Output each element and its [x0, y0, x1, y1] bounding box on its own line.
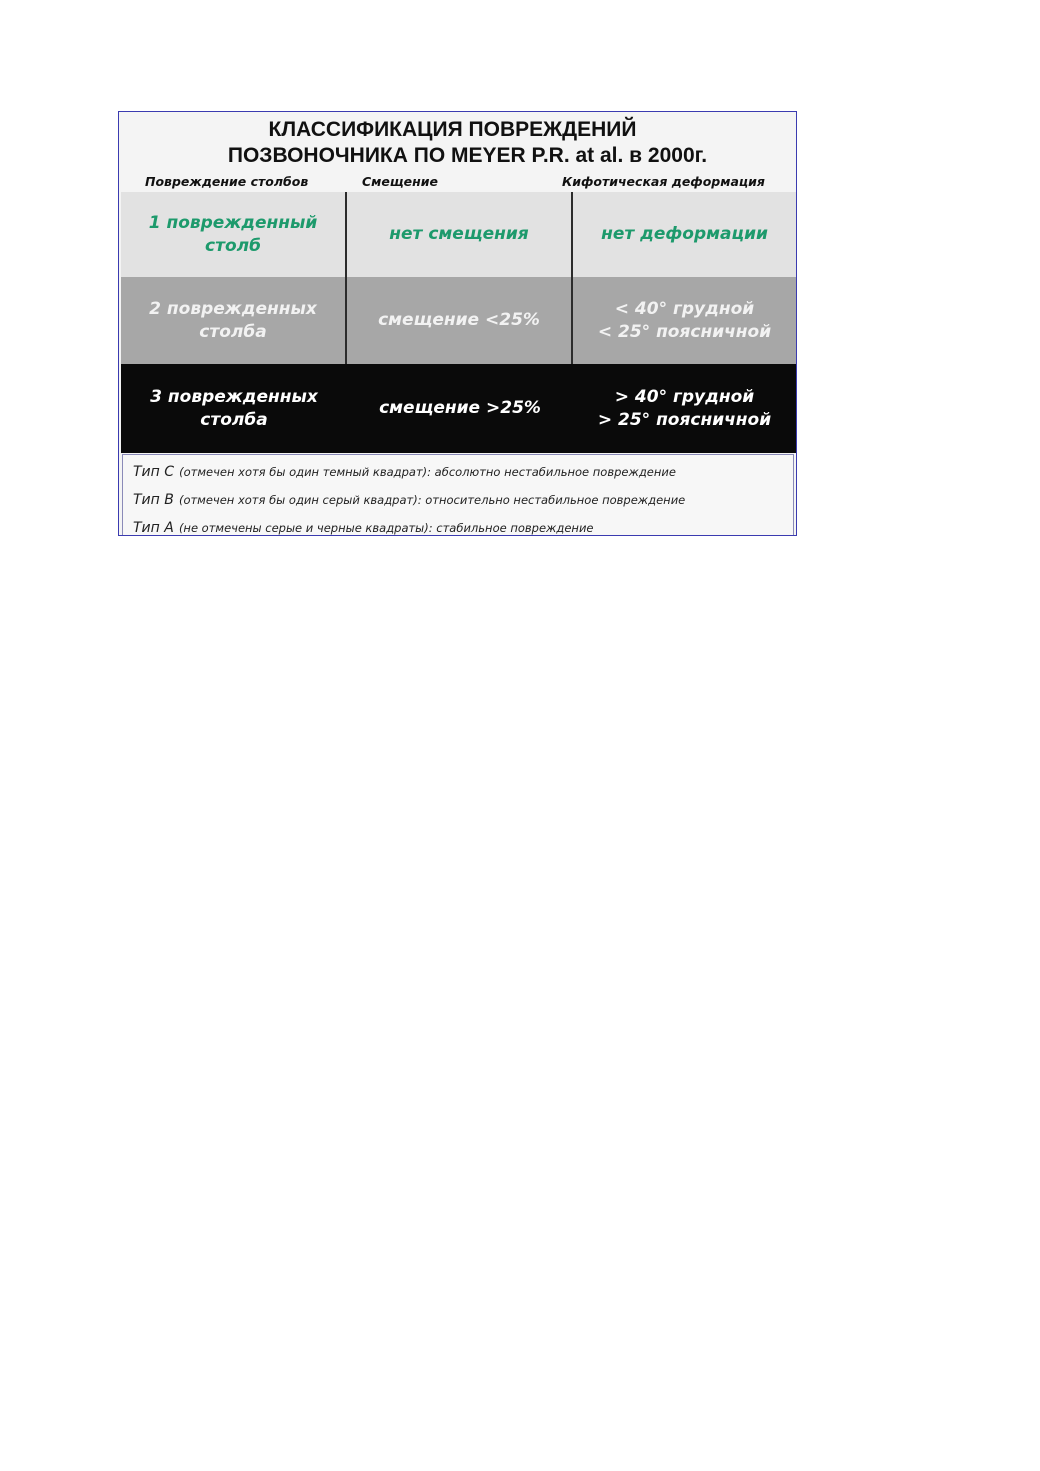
- cell-text: нет деформации: [601, 224, 768, 244]
- grid-row-3: [121, 364, 796, 453]
- figure-title: [119, 117, 796, 169]
- cell-columns-3: [121, 364, 347, 453]
- legend-item-type-b: [133, 489, 685, 508]
- cell-displacement-1: [347, 192, 573, 277]
- cell-text: 3 поврежденных: [150, 386, 318, 407]
- cell-displacement-2: [347, 277, 573, 364]
- grid-row-2: [121, 277, 796, 364]
- cell-text: < 40° грудной: [614, 298, 755, 319]
- header-kyphotic: Кифотическая деформация: [562, 174, 765, 189]
- header-columns: Повреждение столбов: [145, 174, 309, 189]
- figure-title-line2: ПОЗВОНОЧНИКА ПО MEYER P.R. at al. в 2000г.: [227, 144, 708, 167]
- cell-text: столба: [199, 321, 267, 342]
- legend-description: (не отмечены серые и черные квадраты): стабильное повреждение: [178, 521, 594, 535]
- figure-title-line1: КЛАССИФИКАЦИЯ ПОВРЕЖДЕНИЙ: [268, 118, 637, 141]
- cell-kyphotic-3: [573, 364, 796, 453]
- legend-item-type-a: [133, 517, 594, 536]
- cell-text: смещение >25%: [379, 398, 541, 418]
- legend-box: [122, 454, 794, 536]
- cell-text: < 25° поясничной: [597, 321, 772, 342]
- cell-displacement-3: [347, 364, 573, 453]
- cell-kyphotic-2: [573, 277, 796, 364]
- cell-text: > 25° поясничной: [597, 409, 772, 430]
- cell-text: столб: [205, 235, 261, 256]
- legend-description: (отмечен хотя бы один серый квадрат): относительно нестабильное повреждение: [178, 493, 686, 507]
- cell-text: 1 поврежденный: [148, 212, 318, 233]
- legend-type: Тип В: [133, 492, 174, 508]
- cell-text: > 40° грудной: [614, 386, 755, 407]
- cell-columns-1: [121, 192, 347, 277]
- legend-description: (отмечен хотя бы один темный квадрат): абсолютно нестабильное повреждение: [179, 465, 676, 479]
- legend-type: Тип С: [133, 464, 175, 480]
- cell-columns-2: [121, 277, 347, 364]
- cell-text: нет смещения: [389, 224, 529, 244]
- legend-type: Тип А: [133, 520, 174, 536]
- cell-text: смещение <25%: [378, 310, 540, 330]
- cell-text: 2 поврежденных: [149, 298, 317, 319]
- cell-text: столба: [200, 409, 268, 430]
- grid-row-1: [121, 192, 796, 277]
- legend-item-type-c: [133, 461, 676, 480]
- cell-kyphotic-1: [573, 192, 796, 277]
- header-displacement: Смещение: [362, 174, 439, 189]
- classification-figure: [118, 111, 797, 536]
- classification-grid: [121, 192, 796, 453]
